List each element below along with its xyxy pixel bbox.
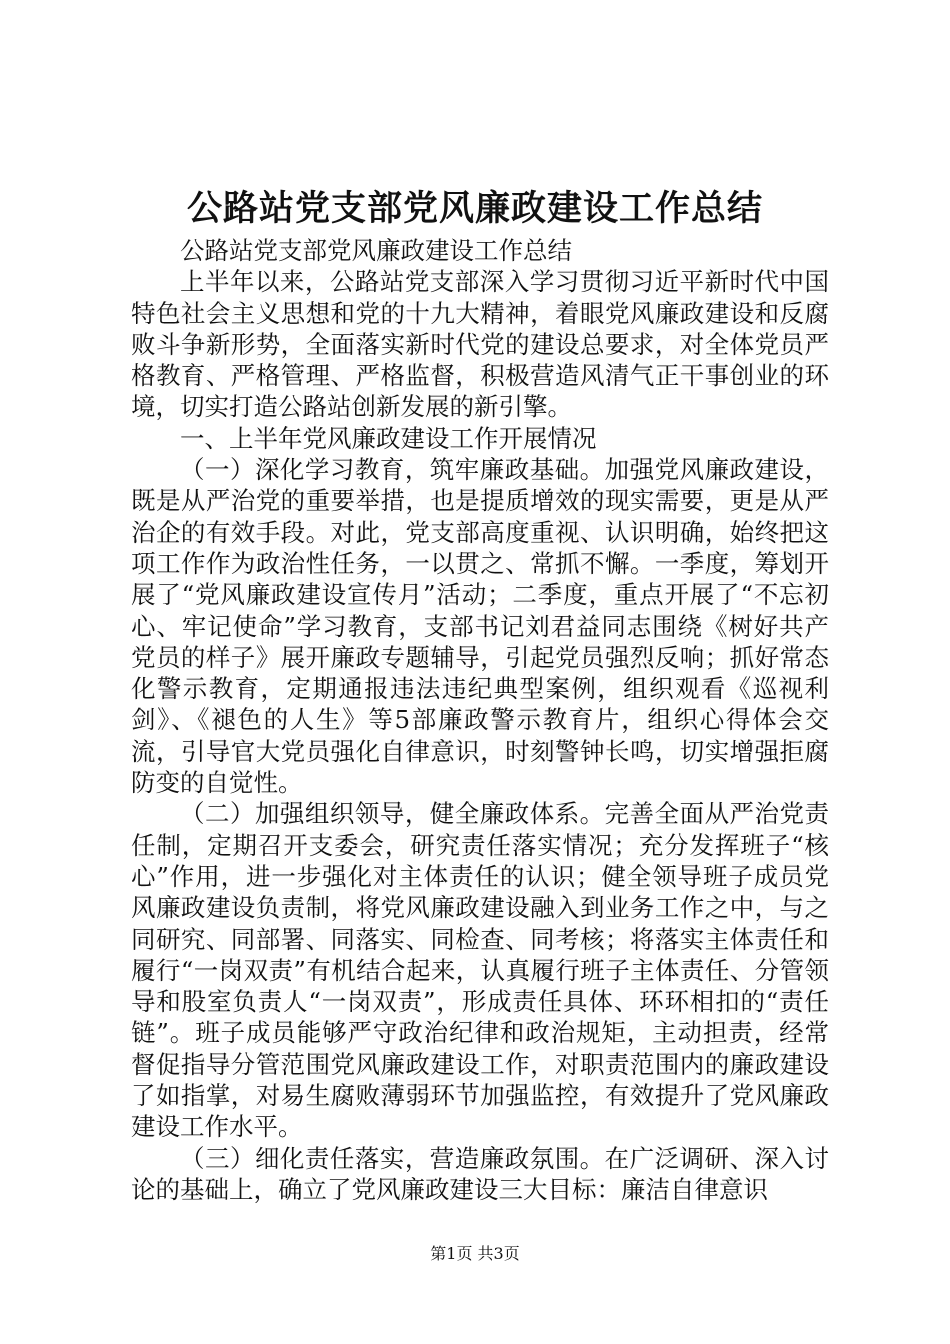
section-heading: 一、上半年党风廉政建设工作开展情况 xyxy=(180,423,597,453)
body-paragraph: 公路站党支部党风廉政建设工作总结 xyxy=(180,236,572,265)
body-paragraph: （二）加强组织领导，健全廉政体系。完善全面从严治党责任制，定期召开支委会，研究责任落实情况；充分发挥班子“核心”作用，进一步强化对主体责任的认识；健全领导班子成员党风廉政建设负责制，将党风廉政建设融入到业务工作之中，与之同研究、同部署、同落实、同检查、同考核；将落实主体责任和履行“一岗双责”有机结合起来，认真履行班子主体责任、分管领导和股室负责人“一岗双责”，形成责任具体、环环相扣的“责任链”。班子成员能够严守政治纪律和政治规矩，主动担责，经常督促指导分管范围党风廉政建设工作，对职责范围内的廉政建设了如指掌，对易生腐败薄弱环节加强监控，有效提升了党风廉政建设工作水平。 xyxy=(131,799,829,1142)
document-body xyxy=(131,235,829,1205)
page-number-footer: 第1页 共3页 xyxy=(430,1244,520,1263)
body-paragraph: （三）细化责任落实，营造廉政氛围。在广泛调研、深入讨论的基础上，确立了党风廉政建设三大目标：廉洁自律意识 xyxy=(131,1143,829,1204)
document-title: 公路站党支部党风廉政建设工作总结 xyxy=(186,188,763,229)
body-paragraph: 上半年以来，公路站党支部深入学习贯彻习近平新时代中国特色社会主义思想和党的十九大精神，着眼党风廉政建设和反腐败斗争新形势，全面落实新时代党的建设总要求，对全体党员严格教育、严格管理、严格监督，积极营造风清气正干事创业的环境，切实打造公路站创新发展的新引擎。 xyxy=(131,267,829,422)
body-paragraph: （一）深化学习教育，筑牢廉政基础。加强党风廉政建设，既是从严治党的重要举措，也是提质增效的现实需要，更是从严治企的有效手段。对此，党支部高度重视、认识明确，始终把这项工作作为政治性任务，一以贯之、常抓不懈。一季度，筹划开展了“党风廉政建设宣传月”活动；二季度，重点开展了“不忘初心、牢记使命”学习教育，支部书记刘君益同志围绕《树好共产党员的样子》展开廉政专题辅导，引起党员强烈反响；抓好常态化警示教育，定期通报违法违纪典型案例，组织观看《巡视利剑》、《褪色的人生》等5部廉政警示教育片，组织心得体会交流，引导官大党员强化自律意识，时刻警钟长鸣，切实增强拒腐防变的自觉性。 xyxy=(131,455,829,798)
